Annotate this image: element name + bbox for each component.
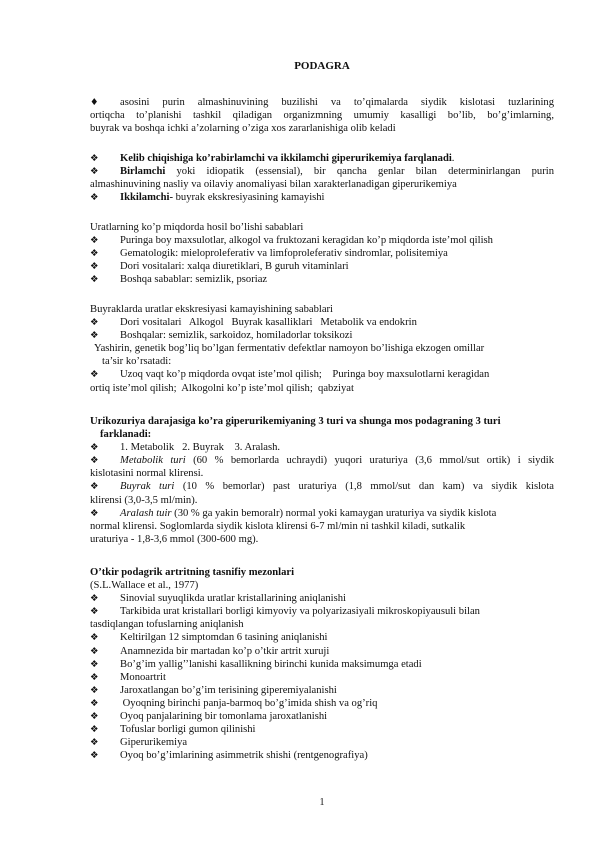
list-item-continuation: normal klirensi. Soglomlarda siydik kislota klirensi 6-7 ml/min ni tashkil kiladi, sutkalik bbox=[90, 520, 466, 532]
section-heading-continuation: farklanadi: bbox=[100, 429, 152, 441]
list-item: ❖ Birlamchi yoki idiopatik (essensial), bir qancha genlar bilan determinirlangan purin bbox=[90, 166, 554, 178]
bullet-icon: ❖ bbox=[90, 261, 99, 273]
list-item-continuation: kislotasini normal klirensi. bbox=[90, 468, 204, 480]
bullet-icon: ❖ bbox=[90, 632, 99, 644]
list-item: ❖ Boshqa sabablar: semizlik, psoriaz bbox=[90, 274, 268, 286]
list-item: ❖ Metabolik turi (60 % bemorlarda uchraydi) yuqori uraturiya (3,6 mmol/sut ortik) i siydik bbox=[90, 455, 554, 467]
bullet-icon: ❖ bbox=[90, 750, 99, 762]
intro-paragraph bbox=[90, 96, 554, 135]
intro-line-3: buyrak va boshqa ichki a’zolarning o’ziga xos zararlanishiga olib keladi bbox=[90, 123, 396, 135]
section-heading: O’tkir podagrik artritning tasnifiy mezonlari bbox=[90, 567, 295, 578]
bullet-icon: ❖ bbox=[90, 192, 99, 204]
list-item: ❖ Jaroxatlangan bo’g’im terisining giperemiyalanishi bbox=[90, 684, 337, 696]
list-item: ❖ Anamnezida bir martadan ko’p o’tkir artrit xuruji bbox=[90, 645, 330, 657]
list-item: ❖ Tarkibida urat kristallari borligi kimyoviy va polyarizasiyali mikroskopiyausuli bilan bbox=[90, 606, 480, 618]
classification-heading: Kelib chiqishiga ko’rabirlamchi va ikkilamchi giperurikemiya farqlanadi bbox=[120, 153, 452, 164]
list-item: ❖ Dori vositalari: xalqa diuretiklari, B guruh vitaminlari bbox=[90, 261, 349, 273]
list-item: ❖ Kelib chiqishiga ko’rabirlamchi va ikkilamchi giperurikemiya farqlanadi. bbox=[90, 153, 455, 164]
list-item: ❖ Dori vositalari Alkogol Buyrak kasalliklari Metabolik va endokrin bbox=[90, 317, 417, 329]
list-item: ❖ Buyrak turi (10 % bemorlar) past uraturiya (1,8 mmol/sut dan kam) va siydik kislota bbox=[90, 481, 554, 493]
list-item: ❖ Aralash tuir (30 % ga yakin bemoralr) normal yoki kamaygan uraturiya va siydik kislota bbox=[90, 507, 497, 519]
bullet-icon: ❖ bbox=[90, 711, 99, 723]
list-item: ❖ Oyoq panjalarining bir tomonlama jaroxatlanishi bbox=[90, 711, 328, 723]
bullet-icon: ❖ bbox=[90, 593, 99, 605]
classification-section bbox=[90, 152, 554, 204]
intro-line-1: asosini purin almashinuvining buzilishi va to’qimalarda siydik kislotasi tuzlarining bbox=[120, 97, 554, 108]
bullet-icon: ❖ bbox=[90, 235, 99, 247]
list-item: ❖ Gematologik: mieloproleferativ va limfoproleferativ sindromlar, polisitemiya bbox=[90, 248, 448, 260]
section-heading: Uratlarning ko’p miqdorda hosil bo’lishi sabablari bbox=[90, 222, 304, 233]
list-item: ❖ Oyoq bo’g’imlarining asimmetrik shishi (rentgenografiya) bbox=[90, 750, 368, 762]
list-item: ❖ Ikkilamchi- buyrak ekskresiyasining kamayishi bbox=[90, 192, 325, 204]
bullet-icon: ❖ bbox=[90, 369, 99, 381]
bullet-icon: ❖ bbox=[90, 317, 99, 329]
list-item: ❖ Puringa boy maxsulotlar, alkogol va fruktozani keragidan ko’p miqdorda iste’mol qilish bbox=[90, 235, 493, 247]
section-heading: Buyraklarda uratlar ekskresiyasi kamayishining sabablari bbox=[90, 304, 333, 315]
diamond-icon: ♦ bbox=[90, 97, 99, 108]
list-item: ❖ Bo’g’im yallig’’lanishi kasallikning birinchi kunida maksimumga etadi bbox=[90, 658, 422, 670]
list-item-continuation: ortiq iste’mol qilish; Alkogolni ko’p iste’mol qilish; qabziyat bbox=[90, 382, 354, 394]
list-item: ❖ Uzoq vaqt ko’p miqdorda ovqat iste’mol qilish; Puringa boy maxsulotlarni keragidan bbox=[90, 369, 490, 381]
intro-line-2: ortiqcha to’planishi tashkil qiladigan organizmning umumiy kasalligi bo’lib, bo’g’imlarning, bbox=[90, 110, 554, 122]
bullet-icon: ❖ bbox=[90, 606, 99, 618]
bullet-icon: ❖ bbox=[90, 671, 99, 683]
bullet-icon: ❖ bbox=[90, 645, 99, 657]
bullet-icon: ❖ bbox=[90, 724, 99, 736]
bullet-icon: ❖ bbox=[90, 481, 99, 493]
page-title: PODAGRA bbox=[294, 60, 350, 72]
hidden-defects-line-2: ta’sir ko’rsatadi: bbox=[102, 356, 172, 368]
criteria-source: (S.L.Wallace et al., 1977) bbox=[90, 580, 199, 592]
bullet-icon: ❖ bbox=[90, 330, 99, 342]
list-item: ❖ Keltirilgan 12 simptomdan 6 tasining aniqlanishi bbox=[90, 632, 328, 644]
classification-continuation: almashinuvining nasliy va oilaviy anomaliyasi bilan xarakterlanadigan giperurikemiya bbox=[90, 179, 457, 191]
list-item: ❖ Monoartrit bbox=[90, 671, 166, 683]
bullet-icon: ❖ bbox=[90, 274, 99, 286]
bullet-icon: ❖ bbox=[90, 507, 99, 519]
list-item-continuation: uraturiya - 1,8-3,6 mmol (300-600 mg). bbox=[90, 533, 259, 545]
list-item: ❖ Sinovial suyuqlikda uratlar kristallarining aniqlanishi bbox=[90, 593, 346, 605]
list-item: ❖ 1. Metabolik 2. Buyrak 3. Aralash. bbox=[90, 442, 281, 454]
bullet-icon: ❖ bbox=[90, 455, 99, 467]
list-item: ❖ Oyoqning birinchi panja-barmoq bo’g’imida shish va og’riq bbox=[90, 697, 378, 709]
bullet-icon: ❖ bbox=[90, 658, 99, 670]
list-item: ❖ Giperurikemiya bbox=[90, 737, 188, 749]
list-item-continuation: klirensi (3,0-3,5 ml/min). bbox=[90, 494, 198, 506]
overproduction-section bbox=[90, 221, 554, 286]
section-heading: Urikozuriya darajasiga ko’ra giperurikemiyaning 3 turi va shunga mos podagraning 3 turi bbox=[90, 416, 501, 427]
underexcretion-section bbox=[90, 303, 554, 395]
bullet-icon: ❖ bbox=[90, 442, 99, 454]
bullet-icon: ❖ bbox=[90, 684, 99, 696]
types-section bbox=[90, 415, 554, 546]
bullet-icon: ❖ bbox=[90, 697, 99, 709]
bullet-icon: ❖ bbox=[90, 166, 99, 178]
page-number: 1 bbox=[319, 797, 325, 808]
bullet-icon: ❖ bbox=[90, 248, 99, 260]
list-item: ❖ Tofuslar borligi gumon qilinishi bbox=[90, 724, 256, 736]
bullet-icon: ❖ bbox=[90, 737, 99, 749]
bullet-icon: ❖ bbox=[90, 153, 99, 164]
criteria-section bbox=[90, 566, 554, 762]
list-item-continuation: tasdiqlangan tofuslarning aniqlanish bbox=[90, 619, 244, 631]
hidden-defects-line-1: Yashirin, genetik bog’liq bo’lgan fermentativ defektlar namoyon bo’lishiga ekzogen omillar bbox=[94, 343, 485, 355]
list-item: ❖ Boshqalar: semizlik, sarkoidoz, homiladorlar toksikozi bbox=[90, 330, 353, 342]
